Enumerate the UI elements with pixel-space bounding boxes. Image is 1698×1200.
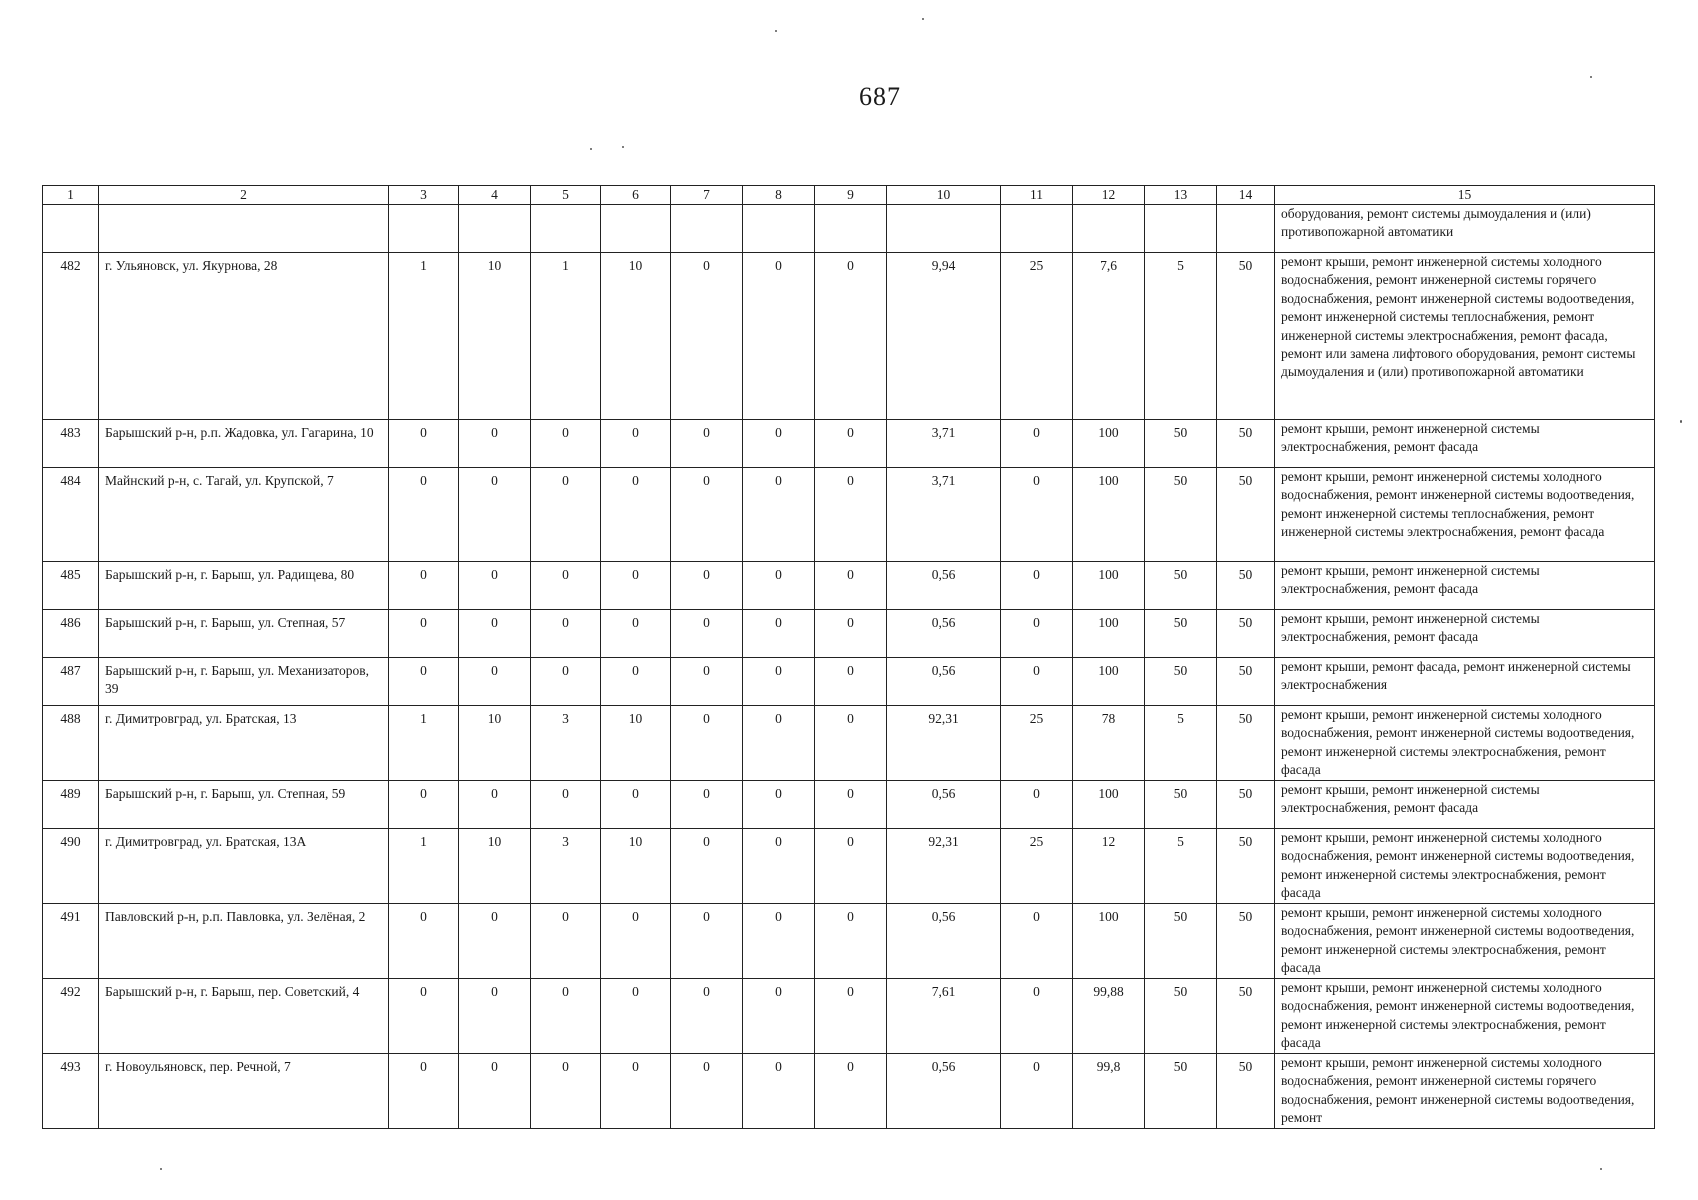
column-header-11: 11 bbox=[1001, 186, 1073, 205]
value-cell-10: 0,56 bbox=[887, 781, 1001, 829]
value-cell-6: 10 bbox=[601, 706, 671, 781]
value-cell-8: 0 bbox=[743, 829, 815, 904]
column-header-12: 12 bbox=[1073, 186, 1145, 205]
value-cell-4: 0 bbox=[459, 610, 531, 658]
value-cell-7: 0 bbox=[671, 562, 743, 610]
scan-speck bbox=[1590, 76, 1592, 78]
value-cell-12: 100 bbox=[1073, 658, 1145, 706]
works-cell: ремонт крыши, ремонт инженерной системы электроснабжения, ремонт фасада bbox=[1275, 562, 1655, 610]
works-cell: ремонт крыши, ремонт инженерной системы холодного водоснабжения, ремонт инженерной системы водоотведения, ремонт инженерной системы электроснабжения, ремонт фасада bbox=[1275, 829, 1655, 904]
value-cell-9: 0 bbox=[815, 979, 887, 1054]
address-cell: г. Ульяновск, ул. Якурнова, 28 bbox=[99, 253, 389, 420]
table-row bbox=[43, 658, 1655, 706]
works-cell: ремонт крыши, ремонт инженерной системы холодного водоснабжения, ремонт инженерной системы водоотведения, ремонт инженерной системы электроснабжения, ремонт фасада bbox=[1275, 706, 1655, 781]
value-cell-8 bbox=[743, 205, 815, 253]
value-cell-7 bbox=[671, 205, 743, 253]
page-number: 687 bbox=[859, 82, 901, 111]
value-cell-12: 7,6 bbox=[1073, 253, 1145, 420]
value-cell-11: 25 bbox=[1001, 253, 1073, 420]
value-cell-13 bbox=[1145, 205, 1217, 253]
value-cell-6: 10 bbox=[601, 829, 671, 904]
address-cell: Барышский р-н, г. Барыш, ул. Радищева, 80 bbox=[99, 562, 389, 610]
column-header-13: 13 bbox=[1145, 186, 1217, 205]
value-cell-5: 0 bbox=[531, 610, 601, 658]
value-cell-11: 0 bbox=[1001, 562, 1073, 610]
works-cell: ремонт крыши, ремонт инженерной системы холодного водоснабжения, ремонт инженерной системы горячего водоснабжения, ремонт инженерной системы водоотведения, ремонт bbox=[1275, 1054, 1655, 1129]
row-number-cell bbox=[43, 205, 99, 253]
row-number-cell: 487 bbox=[43, 658, 99, 706]
value-cell-6: 0 bbox=[601, 468, 671, 562]
value-cell-13: 50 bbox=[1145, 658, 1217, 706]
value-cell-7: 0 bbox=[671, 706, 743, 781]
value-cell-10: 0,56 bbox=[887, 562, 1001, 610]
value-cell-9: 0 bbox=[815, 420, 887, 468]
value-cell-14: 50 bbox=[1217, 253, 1275, 420]
value-cell-14: 50 bbox=[1217, 979, 1275, 1054]
value-cell-4: 0 bbox=[459, 420, 531, 468]
value-cell-4: 0 bbox=[459, 658, 531, 706]
value-cell-13: 50 bbox=[1145, 781, 1217, 829]
column-header-8: 8 bbox=[743, 186, 815, 205]
column-header-7: 7 bbox=[671, 186, 743, 205]
table-row bbox=[43, 253, 1655, 420]
value-cell-13: 5 bbox=[1145, 706, 1217, 781]
row-number-cell: 486 bbox=[43, 610, 99, 658]
column-header-2: 2 bbox=[99, 186, 389, 205]
address-cell: Барышский р-н, г. Барыш, ул. Степная, 59 bbox=[99, 781, 389, 829]
value-cell-8: 0 bbox=[743, 781, 815, 829]
value-cell-14: 50 bbox=[1217, 610, 1275, 658]
row-number-cell: 493 bbox=[43, 1054, 99, 1129]
address-cell: Барышский р-н, г. Барыш, пер. Советский, 4 bbox=[99, 979, 389, 1054]
value-cell-14: 50 bbox=[1217, 904, 1275, 979]
value-cell-7: 0 bbox=[671, 904, 743, 979]
value-cell-13: 50 bbox=[1145, 562, 1217, 610]
value-cell-7: 0 bbox=[671, 658, 743, 706]
value-cell-10: 92,31 bbox=[887, 829, 1001, 904]
value-cell-7: 0 bbox=[671, 829, 743, 904]
value-cell-12: 100 bbox=[1073, 562, 1145, 610]
column-header-1: 1 bbox=[43, 186, 99, 205]
value-cell-9: 0 bbox=[815, 562, 887, 610]
value-cell-13: 50 bbox=[1145, 979, 1217, 1054]
value-cell-14: 50 bbox=[1217, 468, 1275, 562]
address-cell: г. Новоульяновск, пер. Речной, 7 bbox=[99, 1054, 389, 1129]
value-cell-10: 92,31 bbox=[887, 706, 1001, 781]
value-cell-11: 0 bbox=[1001, 1054, 1073, 1129]
value-cell-14: 50 bbox=[1217, 1054, 1275, 1129]
table-row bbox=[43, 979, 1655, 1054]
value-cell-9: 0 bbox=[815, 253, 887, 420]
address-cell: г. Димитровград, ул. Братская, 13А bbox=[99, 829, 389, 904]
works-cell: ремонт крыши, ремонт инженерной системы электроснабжения, ремонт фасада bbox=[1275, 610, 1655, 658]
works-cell: ремонт крыши, ремонт фасада, ремонт инженерной системы электроснабжения bbox=[1275, 658, 1655, 706]
works-cell: ремонт крыши, ремонт инженерной системы холодного водоснабжения, ремонт инженерной системы водоотведения, ремонт инженерной системы теплоснабжения, ремонт инженерной системы электроснабжения, ремонт фасада bbox=[1275, 468, 1655, 562]
value-cell-4: 10 bbox=[459, 706, 531, 781]
value-cell-8: 0 bbox=[743, 904, 815, 979]
value-cell-3: 0 bbox=[389, 610, 459, 658]
column-header-4: 4 bbox=[459, 186, 531, 205]
address-cell bbox=[99, 205, 389, 253]
value-cell-3: 0 bbox=[389, 979, 459, 1054]
value-cell-9: 0 bbox=[815, 468, 887, 562]
scan-speck bbox=[1600, 1168, 1602, 1170]
row-number-cell: 490 bbox=[43, 829, 99, 904]
scan-speck bbox=[622, 146, 624, 148]
table-row bbox=[43, 562, 1655, 610]
value-cell-6: 0 bbox=[601, 562, 671, 610]
value-cell-11: 0 bbox=[1001, 979, 1073, 1054]
value-cell-13: 50 bbox=[1145, 610, 1217, 658]
value-cell-9: 0 bbox=[815, 829, 887, 904]
value-cell-5: 0 bbox=[531, 1054, 601, 1129]
value-cell-5: 0 bbox=[531, 468, 601, 562]
address-cell: г. Димитровград, ул. Братская, 13 bbox=[99, 706, 389, 781]
value-cell-5: 3 bbox=[531, 829, 601, 904]
value-cell-11 bbox=[1001, 205, 1073, 253]
value-cell-8: 0 bbox=[743, 706, 815, 781]
value-cell-11: 25 bbox=[1001, 706, 1073, 781]
works-cell: оборудования, ремонт системы дымоудаления и (или) противопожарной автоматики bbox=[1275, 205, 1655, 253]
scan-speck bbox=[775, 30, 777, 32]
column-header-5: 5 bbox=[531, 186, 601, 205]
table-row bbox=[43, 904, 1655, 979]
column-header-9: 9 bbox=[815, 186, 887, 205]
table-row bbox=[43, 468, 1655, 562]
table-row bbox=[43, 610, 1655, 658]
scan-speck bbox=[1680, 420, 1682, 423]
value-cell-14: 50 bbox=[1217, 562, 1275, 610]
value-cell-6: 10 bbox=[601, 253, 671, 420]
value-cell-5: 0 bbox=[531, 562, 601, 610]
value-cell-10 bbox=[887, 205, 1001, 253]
value-cell-6: 0 bbox=[601, 658, 671, 706]
value-cell-3: 0 bbox=[389, 562, 459, 610]
value-cell-6 bbox=[601, 205, 671, 253]
value-cell-12: 100 bbox=[1073, 610, 1145, 658]
value-cell-11: 0 bbox=[1001, 610, 1073, 658]
value-cell-5: 0 bbox=[531, 658, 601, 706]
table-row bbox=[43, 706, 1655, 781]
value-cell-7: 0 bbox=[671, 781, 743, 829]
value-cell-4: 0 bbox=[459, 979, 531, 1054]
works-cell: ремонт крыши, ремонт инженерной системы электроснабжения, ремонт фасада bbox=[1275, 420, 1655, 468]
value-cell-9: 0 bbox=[815, 1054, 887, 1129]
value-cell-10: 0,56 bbox=[887, 1054, 1001, 1129]
repair-schedule-table-wrap bbox=[42, 185, 1654, 1129]
value-cell-10: 3,71 bbox=[887, 468, 1001, 562]
value-cell-7: 0 bbox=[671, 610, 743, 658]
table-body bbox=[43, 205, 1655, 1129]
value-cell-10: 9,94 bbox=[887, 253, 1001, 420]
value-cell-10: 0,56 bbox=[887, 904, 1001, 979]
value-cell-7: 0 bbox=[671, 979, 743, 1054]
value-cell-6: 0 bbox=[601, 1054, 671, 1129]
value-cell-6: 0 bbox=[601, 979, 671, 1054]
column-header-14: 14 bbox=[1217, 186, 1275, 205]
value-cell-4: 0 bbox=[459, 1054, 531, 1129]
value-cell-13: 5 bbox=[1145, 253, 1217, 420]
value-cell-4: 0 bbox=[459, 468, 531, 562]
value-cell-14: 50 bbox=[1217, 829, 1275, 904]
value-cell-12 bbox=[1073, 205, 1145, 253]
value-cell-5: 3 bbox=[531, 706, 601, 781]
value-cell-5: 1 bbox=[531, 253, 601, 420]
row-number-cell: 489 bbox=[43, 781, 99, 829]
row-number-cell: 492 bbox=[43, 979, 99, 1054]
column-header-6: 6 bbox=[601, 186, 671, 205]
value-cell-9 bbox=[815, 205, 887, 253]
value-cell-10: 3,71 bbox=[887, 420, 1001, 468]
value-cell-6: 0 bbox=[601, 904, 671, 979]
value-cell-3: 0 bbox=[389, 904, 459, 979]
value-cell-8: 0 bbox=[743, 468, 815, 562]
row-number-cell: 482 bbox=[43, 253, 99, 420]
table-row bbox=[43, 420, 1655, 468]
column-header-3: 3 bbox=[389, 186, 459, 205]
value-cell-12: 100 bbox=[1073, 781, 1145, 829]
value-cell-5: 0 bbox=[531, 781, 601, 829]
value-cell-9: 0 bbox=[815, 904, 887, 979]
row-number-cell: 485 bbox=[43, 562, 99, 610]
value-cell-11: 0 bbox=[1001, 781, 1073, 829]
value-cell-3: 0 bbox=[389, 781, 459, 829]
value-cell-13: 50 bbox=[1145, 468, 1217, 562]
value-cell-8: 0 bbox=[743, 253, 815, 420]
scan-speck bbox=[590, 148, 592, 150]
row-number-cell: 488 bbox=[43, 706, 99, 781]
value-cell-4: 0 bbox=[459, 562, 531, 610]
value-cell-5: 0 bbox=[531, 420, 601, 468]
value-cell-4 bbox=[459, 205, 531, 253]
table-row bbox=[43, 1054, 1655, 1129]
value-cell-9: 0 bbox=[815, 706, 887, 781]
value-cell-3: 0 bbox=[389, 1054, 459, 1129]
scan-speck bbox=[160, 1168, 162, 1170]
value-cell-3: 1 bbox=[389, 706, 459, 781]
value-cell-12: 100 bbox=[1073, 904, 1145, 979]
value-cell-14: 50 bbox=[1217, 420, 1275, 468]
value-cell-8: 0 bbox=[743, 658, 815, 706]
row-number-cell: 484 bbox=[43, 468, 99, 562]
value-cell-12: 99,8 bbox=[1073, 1054, 1145, 1129]
value-cell-3 bbox=[389, 205, 459, 253]
column-header-15: 15 bbox=[1275, 186, 1655, 205]
value-cell-9: 0 bbox=[815, 781, 887, 829]
value-cell-11: 25 bbox=[1001, 829, 1073, 904]
value-cell-3: 0 bbox=[389, 420, 459, 468]
value-cell-8: 0 bbox=[743, 979, 815, 1054]
value-cell-8: 0 bbox=[743, 562, 815, 610]
value-cell-13: 50 bbox=[1145, 1054, 1217, 1129]
address-cell: Барышский р-н, г. Барыш, ул. Степная, 57 bbox=[99, 610, 389, 658]
value-cell-14 bbox=[1217, 205, 1275, 253]
value-cell-7: 0 bbox=[671, 468, 743, 562]
value-cell-8: 0 bbox=[743, 610, 815, 658]
value-cell-13: 50 bbox=[1145, 420, 1217, 468]
value-cell-12: 78 bbox=[1073, 706, 1145, 781]
value-cell-11: 0 bbox=[1001, 904, 1073, 979]
table-row bbox=[43, 781, 1655, 829]
value-cell-6: 0 bbox=[601, 420, 671, 468]
value-cell-5: 0 bbox=[531, 904, 601, 979]
row-number-cell: 491 bbox=[43, 904, 99, 979]
value-cell-10: 0,56 bbox=[887, 658, 1001, 706]
address-cell: Барышский р-н, г. Барыш, ул. Механизаторов, 39 bbox=[99, 658, 389, 706]
value-cell-10: 7,61 bbox=[887, 979, 1001, 1054]
value-cell-11: 0 bbox=[1001, 420, 1073, 468]
value-cell-4: 10 bbox=[459, 829, 531, 904]
value-cell-11: 0 bbox=[1001, 658, 1073, 706]
value-cell-4: 0 bbox=[459, 781, 531, 829]
works-cell: ремонт крыши, ремонт инженерной системы электроснабжения, ремонт фасада bbox=[1275, 781, 1655, 829]
address-cell: Майнский р-н, с. Тагай, ул. Крупской, 7 bbox=[99, 468, 389, 562]
value-cell-14: 50 bbox=[1217, 706, 1275, 781]
table-row bbox=[43, 829, 1655, 904]
value-cell-3: 1 bbox=[389, 829, 459, 904]
scan-speck bbox=[922, 18, 924, 20]
value-cell-3: 0 bbox=[389, 468, 459, 562]
value-cell-7: 0 bbox=[671, 1054, 743, 1129]
column-header-10: 10 bbox=[887, 186, 1001, 205]
value-cell-6: 0 bbox=[601, 610, 671, 658]
works-cell: ремонт крыши, ремонт инженерной системы холодного водоснабжения, ремонт инженерной системы водоотведения, ремонт инженерной системы электроснабжения, ремонт фасада bbox=[1275, 979, 1655, 1054]
value-cell-9: 0 bbox=[815, 658, 887, 706]
value-cell-14: 50 bbox=[1217, 658, 1275, 706]
value-cell-12: 12 bbox=[1073, 829, 1145, 904]
value-cell-10: 0,56 bbox=[887, 610, 1001, 658]
value-cell-3: 1 bbox=[389, 253, 459, 420]
value-cell-12: 100 bbox=[1073, 420, 1145, 468]
value-cell-14: 50 bbox=[1217, 781, 1275, 829]
value-cell-7: 0 bbox=[671, 253, 743, 420]
value-cell-7: 0 bbox=[671, 420, 743, 468]
table-row bbox=[43, 205, 1655, 253]
address-cell: Павловский р-н, р.п. Павловка, ул. Зелёная, 2 bbox=[99, 904, 389, 979]
value-cell-11: 0 bbox=[1001, 468, 1073, 562]
value-cell-3: 0 bbox=[389, 658, 459, 706]
works-cell: ремонт крыши, ремонт инженерной системы холодного водоснабжения, ремонт инженерной системы водоотведения, ремонт инженерной системы электроснабжения, ремонт фасада bbox=[1275, 904, 1655, 979]
value-cell-9: 0 bbox=[815, 610, 887, 658]
value-cell-13: 5 bbox=[1145, 829, 1217, 904]
works-cell: ремонт крыши, ремонт инженерной системы холодного водоснабжения, ремонт инженерной системы горячего водоснабжения, ремонт инженерной системы водоотведения, ремонт инженерной системы теплоснабжения, ремонт инженерной системы электроснабжения, ремонт фасада, ремонт или замена лифтового оборудования, ремонт системы дымоудаления и (или) противопожарной автоматики bbox=[1275, 253, 1655, 420]
column-number-row bbox=[43, 186, 1655, 205]
value-cell-12: 99,88 bbox=[1073, 979, 1145, 1054]
value-cell-8: 0 bbox=[743, 1054, 815, 1129]
value-cell-8: 0 bbox=[743, 420, 815, 468]
value-cell-12: 100 bbox=[1073, 468, 1145, 562]
value-cell-5: 0 bbox=[531, 979, 601, 1054]
value-cell-5 bbox=[531, 205, 601, 253]
repair-schedule-table bbox=[42, 185, 1655, 1129]
value-cell-13: 50 bbox=[1145, 904, 1217, 979]
value-cell-4: 0 bbox=[459, 904, 531, 979]
row-number-cell: 483 bbox=[43, 420, 99, 468]
value-cell-6: 0 bbox=[601, 781, 671, 829]
value-cell-4: 10 bbox=[459, 253, 531, 420]
address-cell: Барышский р-н, р.п. Жадовка, ул. Гагарина, 10 bbox=[99, 420, 389, 468]
